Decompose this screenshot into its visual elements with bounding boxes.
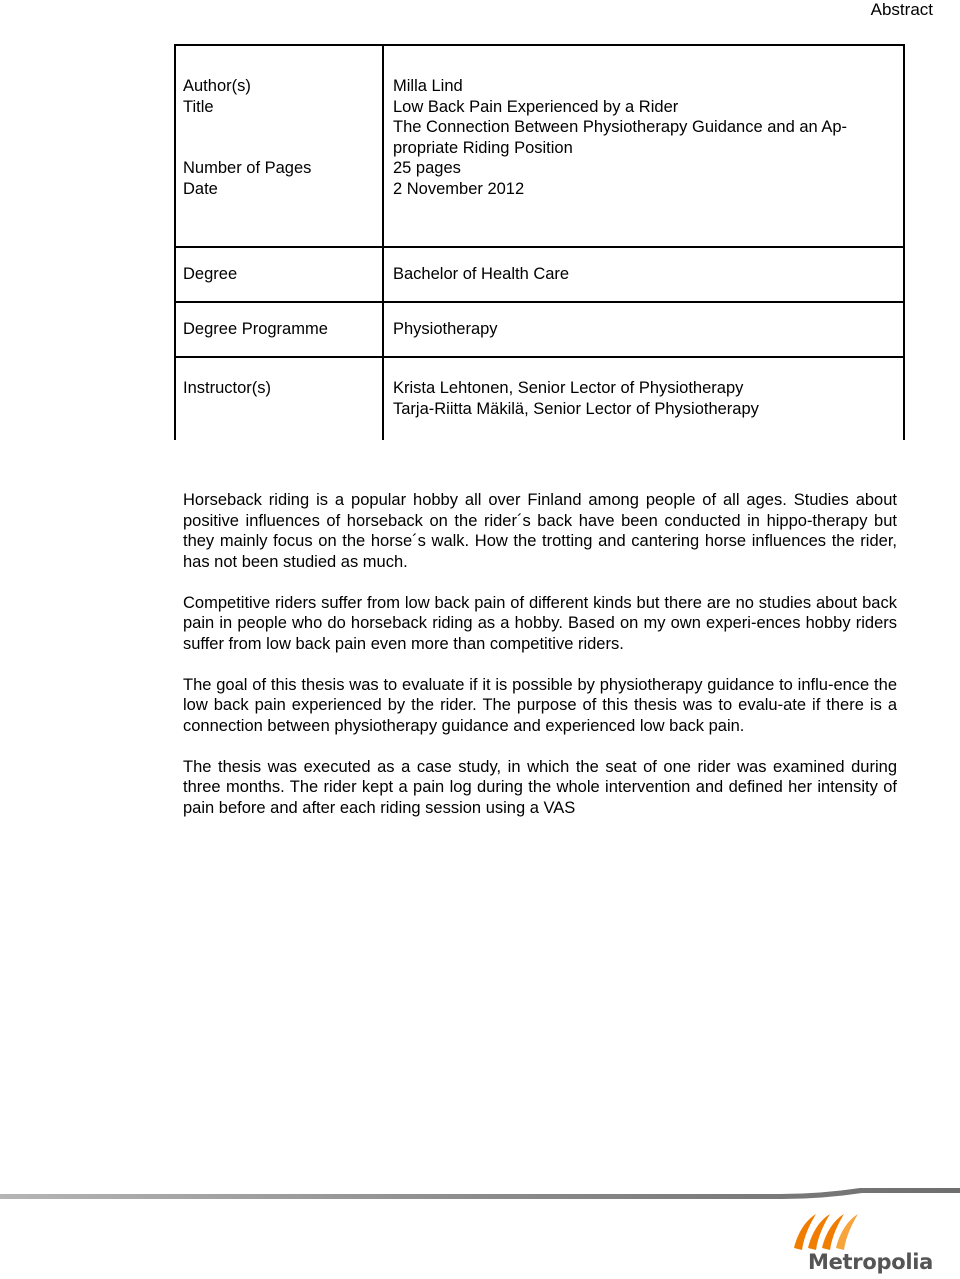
degree-label	[183, 264, 237, 285]
programme-value-text: Physiotherapy	[393, 320, 498, 338]
programme-label-text: Degree Programme	[183, 320, 328, 338]
instructor-1: Krista Lehtonen, Senior Lector of Physiotherapy	[393, 379, 744, 397]
degree-value-text: Bachelor of Health Care	[393, 265, 570, 283]
degree-label-text: Degree	[183, 265, 238, 283]
table-top-border	[174, 44, 905, 46]
abstract-paragraph-4: The thesis was executed as a case study, in which the seat of one rider was examined during three months. The rider kept a pain log during the whole intervention and defined her intensity of pain before and after each riding session using a VAS	[183, 757, 897, 817]
date-label: Date	[183, 179, 218, 198]
author-label: Author(s)	[183, 77, 251, 95]
author-value: Milla Lind	[393, 77, 463, 95]
thesis-info-table	[174, 44, 905, 440]
abstract-text	[183, 490, 897, 839]
instructors-value	[393, 378, 893, 419]
info-values-cell	[393, 76, 893, 199]
table-row-divider	[174, 246, 905, 248]
table-row-divider	[174, 356, 905, 358]
table-left-border	[174, 44, 176, 440]
instructors-label-text: Instructor(s)	[183, 379, 272, 397]
programme-label	[183, 319, 328, 340]
instructor-2: Tarja-Riitta Mäkilä, Senior Lector of Physiotherapy	[393, 399, 759, 418]
table-right-border	[903, 44, 905, 440]
pages-label: Number of Pages	[183, 159, 312, 177]
pages-value: 25 pages	[393, 159, 461, 177]
title-value-line-1: Low Back Pain Experienced by a Rider	[393, 97, 679, 116]
title-label: Title	[183, 97, 214, 116]
title-value-line-2: The Connection Between Physiotherapy Guidance and an Ap-	[393, 118, 848, 136]
abstract-paragraph-2: Competitive riders suffer from low back pain of different kinds but there are no studies about back pain in people who do horseback riding as a hobby. Based on my own experi-ences hobby riders suffer from low back pain even more than competitive riders.	[183, 593, 897, 653]
title-value-line-3: propriate Riding Position	[393, 138, 573, 157]
metropolia-logo-text: Metropolia	[808, 1250, 933, 1274]
abstract-paragraph-3: The goal of this thesis was to evaluate if it is possible by physiotherapy guidance to influ-ence the low back pain experienced by the rider. The purpose of this thesis was to evalu-ate if there is a connection between physiotherapy guidance and experienced low back pain.	[183, 675, 897, 735]
instructors-label	[183, 378, 271, 399]
degree-value	[393, 264, 893, 285]
abstract-paragraph-1: Horseback riding is a popular hobby all over Finland among people of all ages. Studies about positive influences of horseback on the rider´s back have been conducted in hippo-therapy but they mainly focus on the horse´s walk. How the trotting and cantering horse influences the rider, has not been studied as much.	[183, 491, 897, 571]
table-column-divider	[382, 44, 384, 440]
date-value: 2 November 2012	[393, 179, 525, 198]
table-row-divider	[174, 301, 905, 303]
page-header-label: Abstract	[870, 0, 933, 19]
programme-value	[393, 319, 893, 340]
info-labels-cell	[183, 76, 311, 199]
